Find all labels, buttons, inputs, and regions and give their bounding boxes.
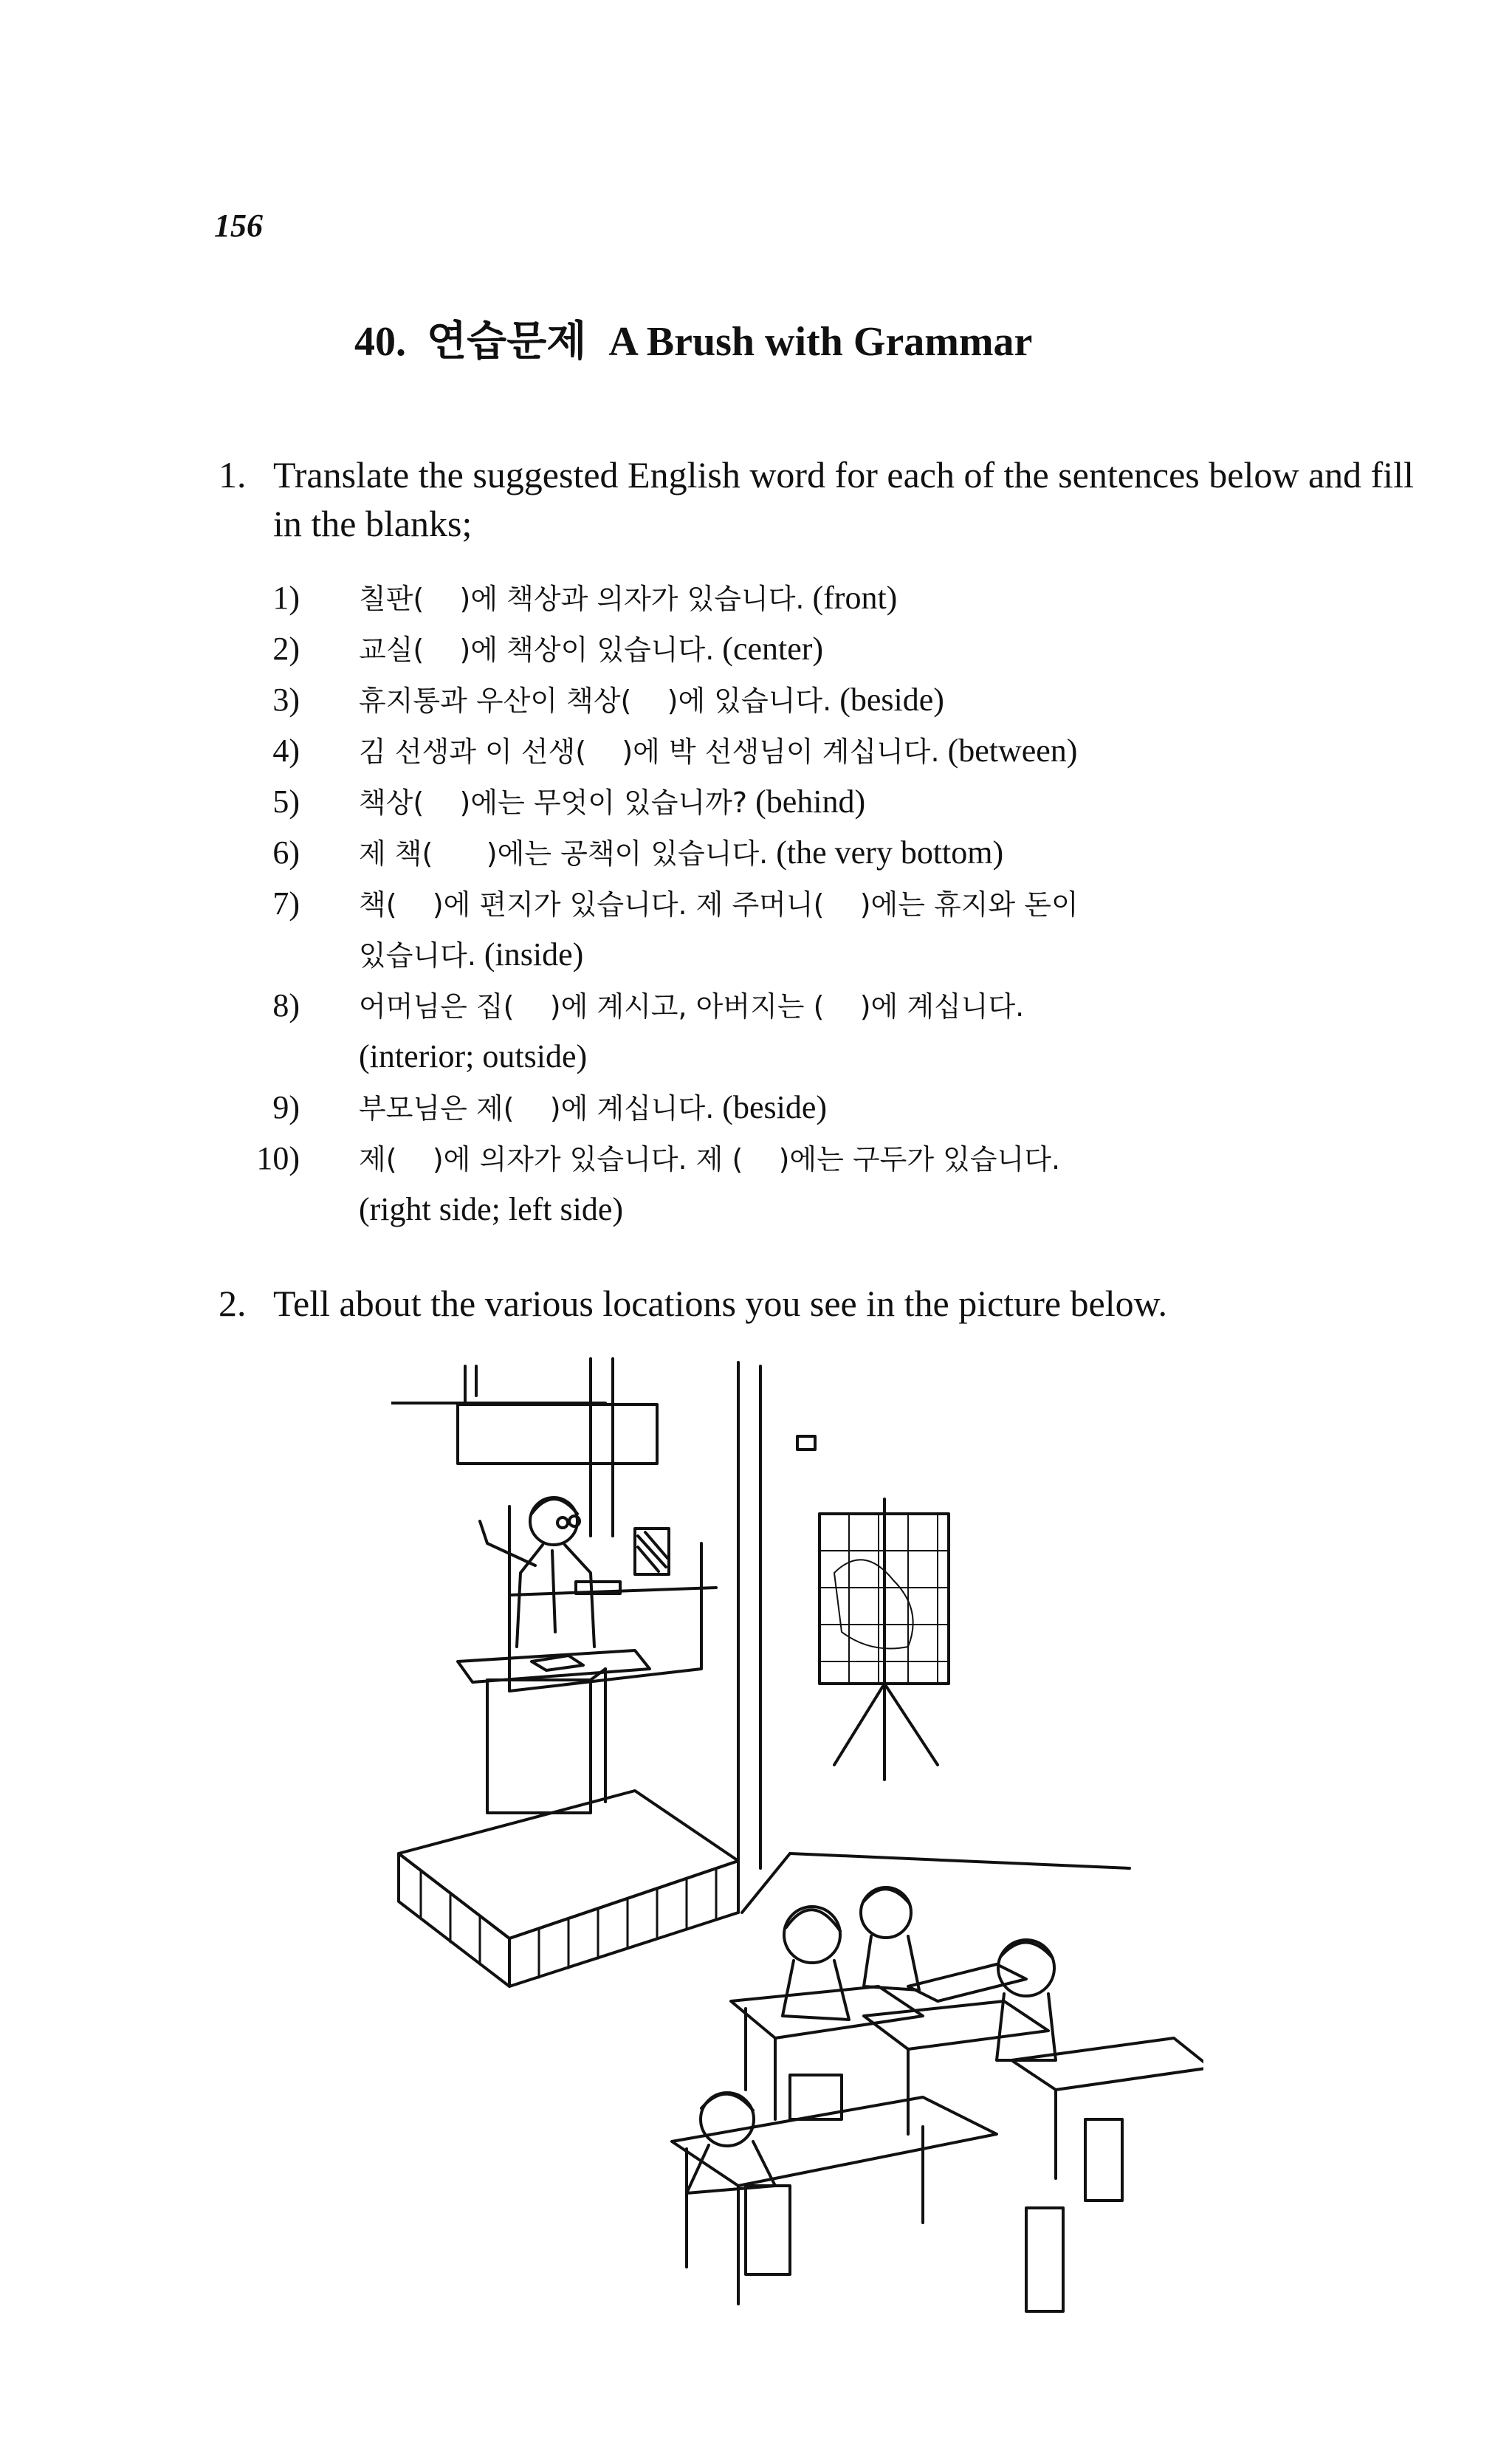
- map-easel: [819, 1499, 949, 1780]
- section-2-number: 2.: [219, 1283, 247, 1324]
- exercise-number: 2): [272, 631, 300, 667]
- lesson-title-korean: 연습문제: [427, 318, 587, 366]
- exercise-sentence: [359, 777, 1385, 828]
- exercise-number: 9): [272, 1089, 300, 1125]
- exercise-korean-text: 어머님은 집( )에 계시고, 아버지는 ( )에 계십니다.: [359, 990, 1025, 1023]
- exercise-item: [233, 1134, 1385, 1184]
- exercise-item: [233, 777, 1385, 828]
- exercise-item: [233, 879, 1385, 930]
- exercise-item: [233, 726, 1385, 777]
- exercise-number: 5): [272, 783, 300, 820]
- exercise-english-hint: (center): [714, 631, 824, 667]
- exercise-sentence: [359, 1083, 1385, 1134]
- chairs: [746, 2075, 1122, 2311]
- exercise-sentence: [359, 675, 1385, 726]
- exercise-sentence: [359, 981, 1385, 1032]
- exercise-korean-text: 교실( )에 책상이 있습니다.: [359, 634, 715, 666]
- exercise-korean-text: 부모님은 제( )에 계십니다.: [359, 1092, 715, 1125]
- exercise-english-hint: (inside): [475, 936, 584, 973]
- exercise-korean-text: 김 선생과 이 선생( )에 박 선생님이 계십니다.: [359, 735, 940, 768]
- exercise-sentence: [359, 624, 1385, 675]
- exercise-number: 1): [272, 580, 300, 616]
- section-1-instruction: [219, 450, 1440, 548]
- platform: [399, 1791, 738, 1986]
- exercise-item: [233, 1083, 1385, 1134]
- exercise-english-hint: (behind): [747, 783, 866, 820]
- section-1-number: 1.: [219, 454, 247, 495]
- exercise-sentence: [359, 930, 1385, 981]
- exercise-korean-text: 책상( )에는 무엇이 있습니까?: [359, 786, 748, 819]
- exercise-number: 6): [272, 834, 300, 871]
- exercise-number: 8): [272, 987, 300, 1023]
- exercise-number: 10): [256, 1140, 300, 1176]
- exercise-sentence: [359, 726, 1385, 777]
- exercise-item-continuation: [233, 1032, 1385, 1083]
- exercise-item: [233, 828, 1385, 879]
- exercise-number: 3): [272, 682, 300, 718]
- exercise-english-hint: (between): [939, 733, 1078, 769]
- exercise-item: [233, 573, 1385, 624]
- classroom-walls: [391, 1359, 1130, 1913]
- classroom-illustration: [391, 1351, 1203, 2459]
- exercise-list: [233, 573, 1385, 1235]
- exercise-sentence: [359, 573, 1385, 624]
- exercise-sentence: [359, 1134, 1385, 1184]
- page-number: 156: [214, 208, 263, 244]
- exercise-number: 4): [272, 733, 300, 769]
- exercise-korean-text: 있습니다.: [359, 939, 476, 972]
- section-2-instruction: [219, 1279, 1440, 1328]
- exercise-item-continuation: [233, 1184, 1385, 1235]
- exercise-english-hint: (right side; left side): [359, 1191, 624, 1227]
- exercise-sentence: [359, 828, 1385, 879]
- exercise-item: [233, 675, 1385, 726]
- lesson-title: [354, 309, 1032, 368]
- lesson-title-english: A Brush with Grammar: [608, 319, 1033, 365]
- exercise-korean-text: 칠판( )에 책상과 의자가 있습니다.: [359, 583, 805, 615]
- exercise-item-continuation: [233, 930, 1385, 981]
- exercise-korean-text: 제 책( )에는 공책이 있습니다.: [359, 837, 769, 870]
- exercise-number: 7): [272, 885, 300, 922]
- exercise-sentence: [359, 1032, 1385, 1083]
- exercise-korean-text: 제( )에 의자가 있습니다. 제 ( )에는 구두가 있습니다.: [359, 1143, 1061, 1176]
- exercise-english-hint: (the very bottom): [768, 834, 1004, 871]
- students: [687, 1887, 1056, 2193]
- teacher-figure: [480, 1498, 594, 1647]
- teacher-desk: [458, 1650, 650, 1813]
- exercise-english-hint: (interior; outside): [359, 1038, 588, 1074]
- exercise-english-hint: (front): [804, 580, 898, 616]
- exercise-english-hint: (beside): [831, 682, 944, 718]
- exercise-korean-text: 책( )에 편지가 있습니다. 제 주머니( )에는 휴지와 돈이: [359, 888, 1079, 921]
- exercise-english-hint: (beside): [714, 1089, 828, 1125]
- exercise-item: [233, 981, 1385, 1032]
- wall-clock: [635, 1529, 669, 1574]
- exercise-sentence: [359, 879, 1385, 930]
- exercise-sentence: [359, 1184, 1385, 1235]
- section-2-text: Tell about the various locations you see in the picture below.: [273, 1283, 1167, 1324]
- exercise-item: [233, 624, 1385, 675]
- section-1-text: Translate the suggested English word for each of the sentences below and fill in the blanks;: [273, 454, 1414, 544]
- lesson-number: 40.: [354, 319, 406, 365]
- exercise-korean-text: 휴지통과 우산이 책상( )에 있습니다.: [359, 685, 832, 717]
